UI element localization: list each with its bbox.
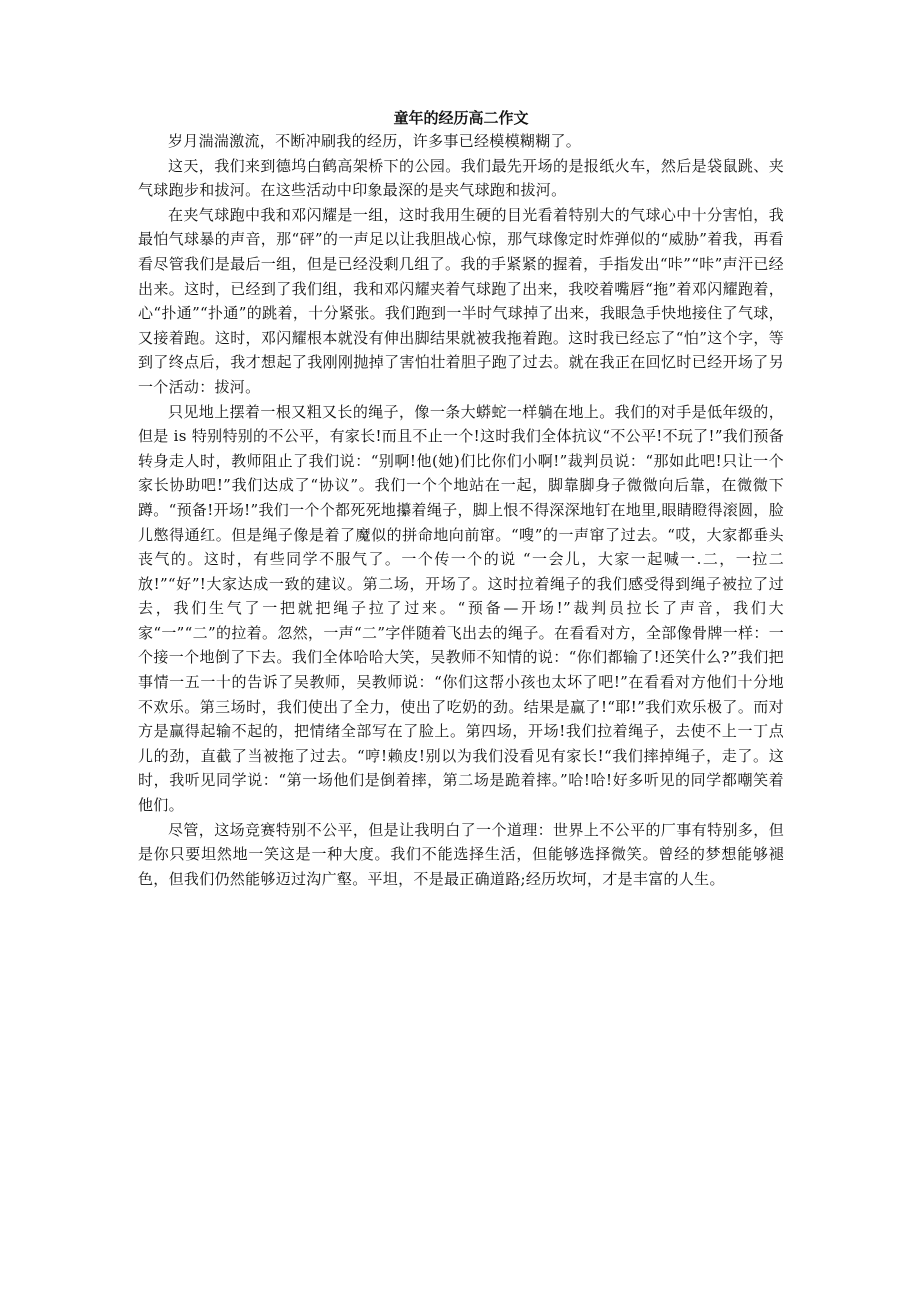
paragraph: 岁月湍湍激流，不断冲刷我的经历，许多事已经模模糊糊了。: [168, 132, 582, 150]
document-title: 童年的经历高二作文: [393, 109, 529, 127]
document-page: [138, 108, 784, 891]
paragraph: 尽管，这场竞赛特别不公平，但是让我明白了一个道理：世界上不公平的厂事有特别多，但是你只要坦然地一笑这是一种大度。我们不能选择生活，但能够选择微笑。曾经的梦想能够褪色，但我们仍然能够迈过沟广壑。平坦，不是最正确道路;经历坎坷，才是丰富的人生。: [138, 820, 784, 888]
paragraph: 在夹气球跑中我和邓闪耀是一组，这时我用生硬的目光看着特别大的气球心中十分害怕，我最怕气球暴的声音，那“砰”的一声足以让我胆战心惊，那气球像定时炸弹似的“威胁”着我，再看看尽管我们是最后一组，但是已经没剩几组了。我的手紧紧的握着，手指发出“咔”“咔”声汗已经出来。这时，已经到了我们组，我和邓闪耀夹着气球跑了出来，我咬着嘴唇“拖”着邓闪耀跑着，心“扑通”“扑通”的跳着，十分紧张。我们跑到一半时气球掉了出来，我眼急手快地接住了气球，又接着跑。这时，邓闪耀根本就没有伸出脚结果就被我拖着跑。这时我已经忘了“怕”这个字，等到了终点后，我才想起了我刚刚抛掉了害怕壮着胆子跑了过去。就在我正在回忆时已经开场了另一个活动：拔河。: [138, 205, 784, 396]
paragraph: 只见地上摆着一根又粗又长的绳子，像一条大蟒蛇一样躺在地上。我们的对手是低年级的，但是 is 特别特别的不公平，有家长!而且不止一个!这时我们全体抗议“不公平!不玩了!”我们预备转身走人时，教师阻止了我们说：“别啊!他(她)们比你们小啊!”裁判员说：“那如此吧!只让一个家长协助吧!”我们达成了“协议”。我们一个个地站在一起，脚靠脚身子微微向后靠，在微微下蹲。“预备!开场!”我们一个个都死死地攥着绳子，脚上恨不得深深地钉在地里,眼睛瞪得滚圆，脸儿憋得通红。但是绳子像是着了魔似的拼命地向前窜。“嗖”的一声窜了过去。“哎，大家都垂头丧气的。这时，有些同学不服气了。一个传一个的说 “一会儿，大家一起喊一.二，一拉二放!”“好”!大家达成一致的建议。第二场，开场了。这时拉着绳子的我们感受得到绳子被拉了过去，我们生气了一把就把绳子拉了过来。“预备—开场!”裁判员拉长了声音，我们大家“一”“二”的拉着。忽然，一声“二”字伴随着飞出去的绳子。在看看对方，全部像骨牌一样：一个接一个地倒了下去。我们全体哈哈大笑，吴教师不知情的说：“你们都输了!还笑什么?”我们把事情一五一十的告诉了吴教师，吴教师说：“你们这帮小孩也太坏了吧!”在看看对方他们十分地不欢乐。第三场时，我们使出了全力，使出了吃奶的劲。结果是赢了!“耶!”我们欢乐极了。而对方是赢得起输不起的，把情绪全部写在了脸上。第四场，开场!我们拉着绳子，去使不上一丁点儿的劲，直截了当被拖了过去。“哼!赖皮!别以为我们没看见有家长!“我们摔掉绳子，走了。这时，我听见同学说：“第一场他们是倒着摔，第二场是跪着摔。”哈!哈!好多听见的同学都嘲笑着他们。: [138, 402, 784, 815]
paragraph: 这天，我们来到德坞白鹤高架桥下的公园。我们最先开场的是报纸火车，然后是袋鼠跳、夹气球跑步和拔河。在这些活动中印象最深的是夹气球跑和拔河。: [138, 156, 784, 200]
